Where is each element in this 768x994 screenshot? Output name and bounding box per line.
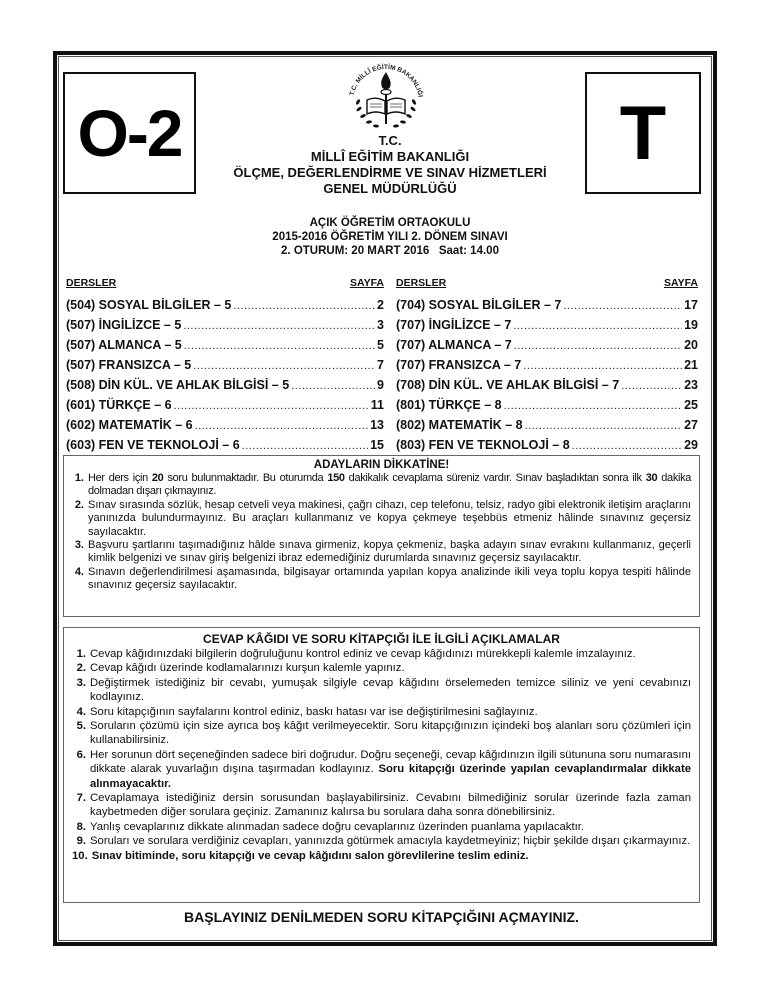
list-item: [72, 705, 691, 719]
item-number: 9.: [76, 835, 86, 848]
item-text: Değiştirmek istediğiniz bir cevabı, yumuşak silgiyle cevap kâğıdını örselemeden temizce siliniz ve yeni cevabınızı kodlayınız.: [90, 676, 691, 704]
course-row: (707) İNGİLİZCE – 7 ..... 19: [396, 316, 698, 336]
header-subject: DERSLER: [66, 277, 117, 289]
item-number: 3.: [76, 676, 86, 689]
exam-session: 2. OTURUM: 20 MART 2016 Saat: 14.00: [281, 245, 499, 257]
list-item: [72, 647, 691, 661]
svg-text:T.C. MİLLÎ EĞİTİM BAKANLIĞI: T.C. MİLLÎ EĞİTİM BAKANLIĞI: [348, 63, 424, 98]
header-line-tc: T.C.: [378, 133, 402, 148]
course-row: (507) İNGİLİZCE – 5 ..... 3: [66, 316, 384, 336]
item-text: Her ders için 20 soru bulunmaktadır. Bu oturumda 150 dakikalık cevaplama süreniz vardır. Sınav başladıktan sonra ilk 30 dakika dolmadan dışarı çıkmayınız.: [88, 472, 691, 498]
course-row: (507) ALMANCA – 5 ..... 5: [66, 336, 384, 356]
course-list-header: [66, 277, 384, 289]
item-number: 3.: [74, 539, 84, 552]
booklet-code-box: [63, 72, 196, 194]
course-row: (603) FEN VE TEKNOLOJİ – 6 ..... 15: [66, 436, 384, 456]
item-text: Soruları ve sorulara verdiğiniz cevapları, yanınızda götürmek amacıyla kaydetmeyiniz; hiçbir şekilde dışarı çıkarmayınız.: [90, 835, 691, 848]
course-row: (707) ALMANCA – 7 ..... 20: [396, 336, 698, 356]
item-number: 4.: [74, 565, 84, 578]
item-number: 2.: [74, 498, 84, 511]
instructions-list: [72, 647, 691, 863]
list-item: [72, 791, 691, 820]
header-subject: DERSLER: [396, 277, 447, 289]
item-text: Cevap kâğıdı üzerinde kodlamalarınızı kurşun kalemle yapınız.: [90, 662, 405, 675]
course-row: (704) SOSYAL BİLGİLER – 7 ..... 17: [396, 296, 698, 316]
candidate-warnings-box: [63, 455, 700, 617]
answer-sheet-instructions-box: [63, 627, 700, 903]
item-number: 1.: [74, 472, 84, 484]
item-number: 8.: [76, 820, 86, 833]
item-number: 10.: [72, 849, 88, 862]
course-list-left: [66, 277, 384, 456]
item-text: Başvuru şartlarını taşımadığınız hâlde sınava girmeniz, kopya çekmeniz, başka adayın sınav evrakını kullanmanız, geçerli kimlik belgenizi ve sınav giriş belgenizi ibraz edemediğiniz durumlarda sınavınız geçersiz sayılacaktır.: [88, 539, 691, 565]
course-row: (803) FEN VE TEKNOLOJİ – 8 ..... 29: [396, 436, 698, 456]
item-number: 2.: [76, 662, 86, 675]
header-line-general: GENEL MÜDÜRLÜĞÜ: [323, 181, 457, 196]
item-number: 5.: [76, 720, 86, 733]
warnings-title: ADAYLARIN DİKKATİNE!: [313, 459, 450, 471]
list-item: [72, 499, 691, 539]
list-item: [72, 676, 691, 705]
course-row: (507) FRANSIZCA – 5 ..... 7: [66, 356, 384, 376]
ministry-header: [190, 133, 590, 197]
instructions-title: CEVAP KÂĞIDI VE SORU KİTAPÇIĞI İLE İLGİLİ AÇIKLAMALAR: [203, 632, 560, 646]
list-item: [72, 820, 691, 834]
course-list-header: [396, 277, 698, 289]
item-text: Yanlış cevaplarınız dikkate alınmadan sadece doğru cevaplarınız üzerinden puanlama yapılacaktır.: [90, 820, 585, 833]
exam-school: AÇIK ÖĞRETİM ORTAOKULU: [309, 217, 471, 229]
booklet-type: T: [619, 90, 667, 176]
course-row: (708) DİN KÜL. VE AHLAK BİLGİSİ – 7 ..... 23: [396, 376, 698, 396]
item-number: 7.: [76, 792, 86, 805]
header-line-directorate: ÖLÇME, DEĞERLENDİRME VE SINAV HİZMETLERİ: [233, 165, 547, 180]
item-text: Sınav sırasında sözlük, hesap cetveli veya makinesi, çağrı cihazı, cep telefonu, telsiz, radyo gibi elektronik iletişim araçlarını yanınızda bulundurmayınız. Bu araçları kullanmanız ve kopya çekmeye teşebbüs etmeniz hâlinde sınavınız geçersiz sayılacaktır.: [88, 498, 691, 538]
item-number: 4.: [76, 705, 86, 718]
item-number: 1.: [76, 648, 86, 660]
item-text: Sınav bitiminde, soru kitapçığı ve cevap kâğıdını salon görevlilerine teslim ediniz.: [91, 849, 529, 862]
exam-info: [130, 216, 650, 258]
do-not-open-notice: BAŞLAYINIZ DENİLMEDEN SORU KİTAPÇIĞINI AÇMAYINIZ.: [184, 909, 579, 925]
header-page: SAYFA: [663, 277, 698, 289]
list-item: [72, 849, 691, 863]
course-row: (707) FRANSIZCA – 7 ..... 21: [396, 356, 698, 376]
course-row: (601) TÜRKÇE – 6 ..... 11: [66, 396, 384, 416]
list-item: [72, 472, 691, 499]
list-item: [72, 719, 691, 748]
item-number: 6.: [76, 748, 86, 761]
item-text: Soru kitapçığının sayfalarını kontrol ediniz, baskı hatası var ise değiştirilmesini sağlayınız.: [90, 705, 538, 718]
ministry-emblem-icon: [345, 58, 427, 136]
item-text: Soruların çözümü için size ayrıca boş kâğıt verilmeyecektir. Soru kitapçığınızın içindeki boş alanları soru çözümleri için kullanabilirsiniz.: [90, 720, 691, 747]
item-text: Cevap kâğıdınızdaki bilgilerin doğruluğunu kontrol ediniz ve cevap kâğıdınızı mürekkepli kalemle imzalayınız.: [90, 648, 636, 660]
exam-term: 2015-2016 ÖĞRETİM YILI 2. DÖNEM SINAVI: [272, 231, 508, 243]
booklet-type-box: [585, 72, 701, 194]
item-text: Sınavın değerlendirilmesi aşamasında, bilgisayar ortamında yapılan kopya analizinde ikili veya toplu kopya tespiti hâlinde sınavınız geçersiz sayılacaktır.: [88, 565, 691, 592]
list-item: [72, 566, 691, 593]
course-row: (508) DİN KÜL. VE AHLAK BİLGİSİ – 5 ..... 9: [66, 376, 384, 396]
course-row: (801) TÜRKÇE – 8 ..... 25: [396, 396, 698, 416]
booklet-code: O-2: [77, 96, 182, 170]
item-text: Her sorunun dört seçeneğinden sadece biri doğrudur. Doğru seçeneği, cevap kâğıdınızın ilgili sütununa soru numarasını dikkate alarak yuvarlağın dışına taşırmadan kodlayınız. Soru kitapçığı üzerinde yapılan cevaplandırmalar dikkate alınmayacaktır.: [90, 748, 691, 790]
warnings-list: [72, 472, 691, 593]
list-item: [72, 661, 691, 675]
course-row: (802) MATEMATİK – 8 ..... 27: [396, 416, 698, 436]
course-row: (602) MATEMATİK – 6 ..... 13: [66, 416, 384, 436]
list-item: [72, 539, 691, 566]
list-item: [72, 834, 691, 848]
header-line-ministry: MİLLÎ EĞİTİM BAKANLIĞI: [310, 149, 470, 164]
course-list-right: [396, 277, 698, 456]
list-item: [72, 748, 691, 791]
course-row: (504) SOSYAL BİLGİLER – 5 ..... 2: [66, 296, 384, 316]
header-page: SAYFA: [349, 277, 384, 289]
item-text: Cevaplamaya istediğiniz dersin sorusundan başlayabilirsiniz. Cevabını bilmediğiniz sorular üzerinde fazla zaman kaybetmeden diğer sorulara geçiniz. Zamanınız kalırsa bu sorulara daha sonra dönebilirsiniz.: [90, 792, 691, 819]
